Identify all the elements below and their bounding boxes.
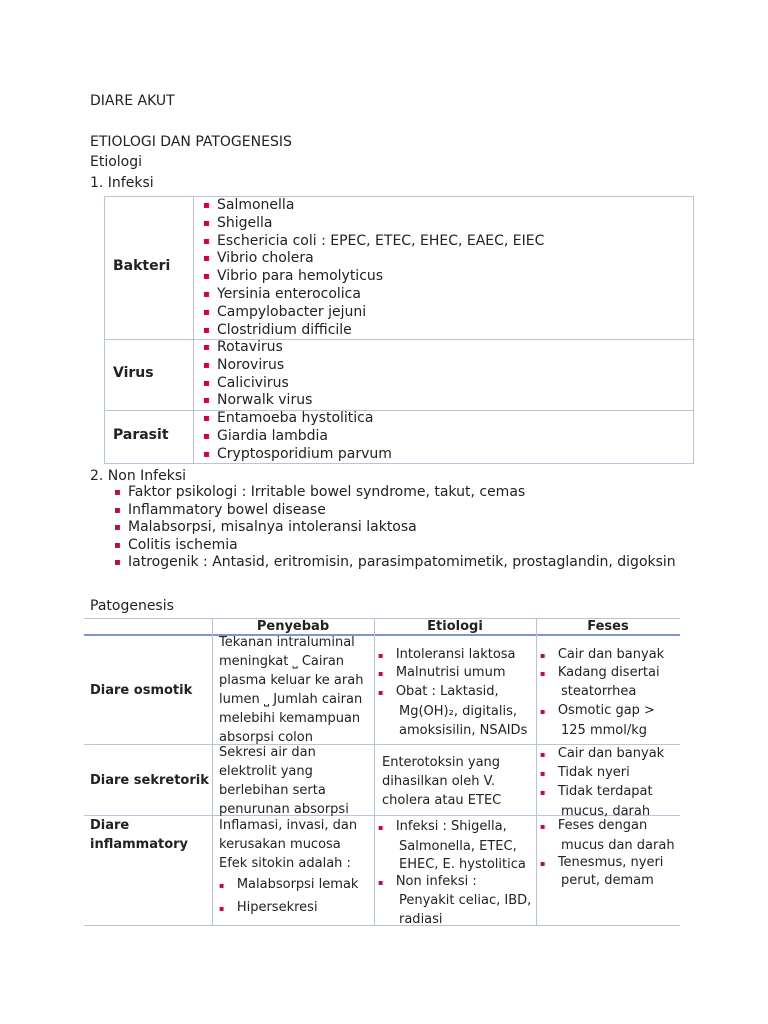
bullet-icon: ▪ <box>203 253 210 265</box>
bullet-icon: ▪ <box>203 200 210 211</box>
row-label-inflammatory <box>90 816 188 854</box>
cell-penyebab-sekretorik <box>219 743 349 819</box>
bullet-icon: ▪ <box>203 359 210 371</box>
non-infeksi-heading: 2. Non Infeksi <box>90 468 187 484</box>
bullet-icon: ▪ <box>114 504 121 516</box>
document-title: DIARE AKUT <box>90 93 175 109</box>
bullet-icon: ▪ <box>114 539 121 551</box>
cell-line: lumen ⎵ Jumlah cairan <box>219 692 363 707</box>
list-item: ▪ Colitis ischemia <box>114 536 238 553</box>
section-heading: ETIOLOGI DAN PATOGENESIS <box>90 134 292 150</box>
cell-line: Diare <box>90 818 130 833</box>
infeksi-heading: 1. Infeksi <box>90 175 154 191</box>
list-item: ▪ Campylobacter jejuni <box>203 303 367 320</box>
cell-etiologi-osmotik: ▪ Intoleransi laktosa ▪ Malnutrisi umum ▪ Obat : Laktasid, Mg(OH)₂, digitalis, amoksisilin, NSAIDs <box>378 647 528 738</box>
list-item: ▪ Giardia lambdia <box>203 427 328 444</box>
non-infeksi-list <box>114 484 676 572</box>
cell-line: absorpsi colon <box>219 730 313 745</box>
list-item: ▪ Inflammatory bowel disease <box>114 501 326 518</box>
column-header-etiologi: Etiologi <box>427 619 483 634</box>
row-label: Virus <box>113 365 154 381</box>
cell-line: penurunan absorpsi <box>219 802 349 817</box>
cell-line: meningkat ⎵ Cairan <box>219 654 345 669</box>
list-item: ▪ Cryptosporidium parvum <box>203 445 392 462</box>
list-item: ▪ Vibrio cholera <box>203 250 314 267</box>
list-item: ▪ Shigella <box>203 214 273 231</box>
cell-line: inflammatory <box>90 837 189 852</box>
patogenesis-table <box>84 618 680 926</box>
table-row-bakteri <box>105 197 693 340</box>
bullet-icon: ▪ <box>203 306 210 318</box>
list-item: ▪ Norwalk virus <box>203 392 313 409</box>
cell-line: berlebihan serta <box>219 783 326 798</box>
cell-line: dihasilkan oleh V. <box>382 774 495 789</box>
table-row-virus <box>105 339 693 411</box>
row-label-osmotik <box>90 681 192 700</box>
list-item: ▪ Clostridium difficile <box>203 321 352 338</box>
bullet-icon: ▪ <box>203 324 210 336</box>
cell-line: melebihi kemampuan <box>219 711 361 726</box>
bullet-icon: ▪ <box>114 557 121 569</box>
cell-line: Tekanan intraluminal <box>219 635 355 650</box>
cell-penyebab-osmotik <box>219 633 363 747</box>
list-item: ▪ Vibrio para hemolyticus <box>203 268 384 285</box>
cell-line: Enterotoksin yang <box>382 755 501 770</box>
cell-feses-sekretorik: ▪ Cair dan banyak ▪ Tidak nyeri ▪ Tidak terdapat mucus, darah <box>540 746 665 819</box>
row-label-sekretorik <box>90 771 209 790</box>
list-item: ▪ Eschericia coli : EPEC, ETEC, EHEC, EAEC, EIEC <box>203 232 545 249</box>
cell-feses-osmotik: ▪ Cair dan banyak ▪ Kadang disertai steatorrhea ▪ Osmotic gap > 125 mmol/kg <box>540 647 665 738</box>
cell-line: cholera atau ETEC <box>382 793 502 808</box>
list-item: ▪ Salmonella <box>203 197 295 213</box>
parasit-list <box>203 410 392 463</box>
cell-line: plasma keluar ke arah <box>219 673 364 688</box>
list-item: ▪ Yersinia enterocolica <box>203 285 361 302</box>
cell-etiologi-inflammatory: ▪ Infeksi : Shigella, Salmonella, ETEC, EHEC, E. hystolitica ▪ Non infeksi : Penyakit celiac, IBD, radiasi <box>378 819 532 927</box>
cell-line: Sekresi air dan <box>219 745 316 760</box>
bullet-icon: ▪ <box>114 522 121 534</box>
bullet-icon: ▪ <box>203 413 210 424</box>
list-item: ▪ Malabsorpsi, misalnya intoleransi laktosa <box>114 519 417 536</box>
bakteri-list <box>203 197 544 339</box>
virus-list <box>203 339 312 410</box>
patogenesis-heading: Patogenesis <box>90 598 174 614</box>
list-item: ▪ Calicivirus <box>203 374 289 391</box>
row-label: Parasit <box>113 427 169 443</box>
bullet-icon: ▪ <box>203 271 210 283</box>
bullet-icon: ▪ <box>203 342 210 353</box>
bullet-icon: ▪ <box>203 448 210 460</box>
row-label: Bakteri <box>113 258 171 274</box>
column-header-penyebab: Penyebab <box>256 619 330 634</box>
list-item: ▪ Rotavirus <box>203 339 283 355</box>
bullet-icon: ▪ <box>203 377 210 389</box>
bullet-icon: ▪ <box>203 217 210 229</box>
list-item: ▪ Iatrogenik : Antasid, eritromisin, parasimpatomimetik, prostaglandin, digoksin <box>114 554 676 571</box>
cell-line: Diare sekretorik <box>90 773 209 788</box>
cell-penyebab-inflammatory: Inflamasi, invasi, dan kerusakan mucosa Efek sitokin adalah : ▪ Malabsorpsi lemak ▪ Hipersekresi <box>219 818 359 915</box>
cell-feses-inflammatory: ▪ Feses dengan mucus dan darah ▪ Tenesmus, nyeri perut, demam <box>540 818 675 888</box>
cell-line: Diare osmotik <box>90 683 193 698</box>
bullet-icon: ▪ <box>203 395 210 407</box>
column-header-feses: Feses <box>587 619 629 634</box>
bullet-icon: ▪ <box>203 235 210 247</box>
bullet-icon: ▪ <box>114 487 121 498</box>
list-item: ▪ Norovirus <box>203 356 285 373</box>
list-item: ▪ Faktor psikologi : Irritable bowel syndrome, takut, cemas <box>114 484 526 500</box>
list-item: ▪ Entamoeba hystolitica <box>203 410 374 426</box>
cell-etiologi-sekretorik <box>382 753 501 810</box>
bullet-icon: ▪ <box>203 430 210 442</box>
infeksi-table <box>104 196 694 464</box>
bullet-icon: ▪ <box>203 288 210 300</box>
table-row-parasit <box>105 410 693 464</box>
etiologi-heading: Etiologi <box>90 154 143 170</box>
cell-line: elektrolit yang <box>219 764 313 779</box>
